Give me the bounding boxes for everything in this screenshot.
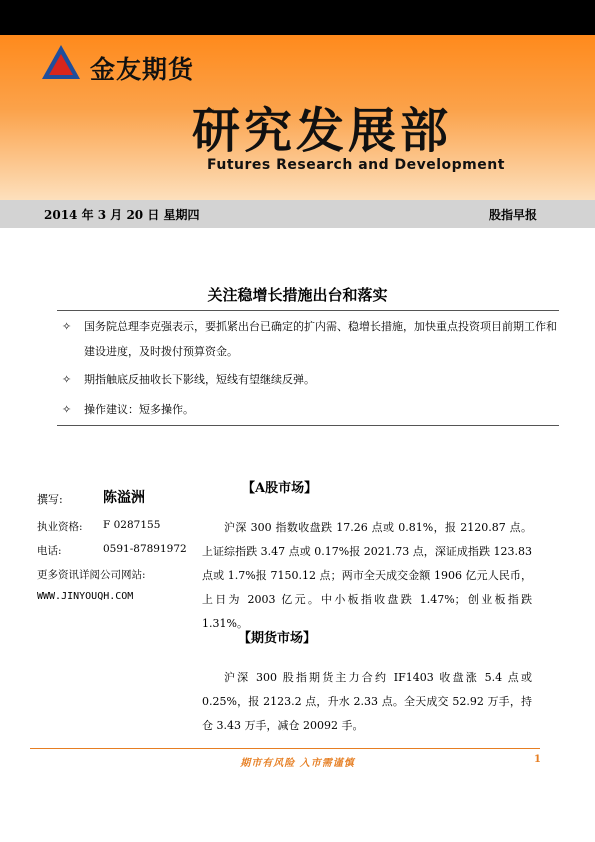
more-info-label: 更多资讯详阅公司网站: xyxy=(37,569,146,581)
report-type: 股指早报 xyxy=(488,208,537,222)
author-label: 撰写: xyxy=(37,493,63,506)
phone-label: 电话: xyxy=(37,545,62,557)
company-name: 金友期货 xyxy=(90,55,195,84)
bullet-text: 操作建议：短多操作。 xyxy=(84,403,194,416)
summary-bottom-rule xyxy=(57,425,559,426)
department-title-en: Futures Research and Development xyxy=(207,157,505,173)
phone-value: 0591-87891972 xyxy=(103,543,187,555)
qualification-label: 执业资格: xyxy=(37,521,83,533)
summary-top-rule xyxy=(57,310,559,311)
diamond-bullet-icon: ✧ xyxy=(62,403,72,416)
author-name: 陈溢洲 xyxy=(103,490,145,506)
diamond-bullet-icon: ✧ xyxy=(62,320,72,333)
top-black-bar xyxy=(0,0,595,35)
section-title-a-share: 【A股市场】 xyxy=(242,481,318,496)
bullet-text: 国务院总理李克强表示，要抓紧出台已确定的扩内需、稳增长措施，加快重点投资项目前期工作和建设进度，及时拨付预算资金。 xyxy=(84,320,557,358)
section-title-futures: 【期货市场】 xyxy=(238,631,317,646)
company-logo-icon xyxy=(42,45,80,79)
qualification-value: F 0287155 xyxy=(103,519,161,531)
headline: 关注稳增长措施出台和落实 xyxy=(207,286,388,304)
section-body-a-share: 沪深 300 指数收盘跌 17.26 点或 0.81%，报 2120.87 点。上证综指跌 3.47 点或 0.17%报 2021.73 点，深证成指跌 123.83 点或 1.7%报 7150.12 点；两市全天成交金额 1906 亿元人民币，上日为 2003 亿元。中小板指收盘跌 1.47%；创业板指跌 1.31%。 xyxy=(202,521,532,630)
section-body-futures: 沪深 300 股指期货主力合约 IF1403 收盘涨 5.4 点或 0.25%，报 2123.2 点，升水 2.33 点。全天成交 52.92 万手，持仓 3.43 万手，减仓 20092 手。 xyxy=(202,671,532,732)
website-link[interactable]: WWW.JINYOUQH.COM xyxy=(37,591,134,602)
report-date: 2014 年 3 月 20 日 星期四 xyxy=(44,208,200,222)
page-number: 1 xyxy=(534,754,541,765)
footer-rule xyxy=(30,748,540,749)
diamond-bullet-icon: ✧ xyxy=(62,373,72,386)
bullet-text: 期指触底反抽收长下影线，短线有望继续反弹。 xyxy=(84,373,315,386)
footer-slogan: 期市有风险 入市需谨慎 xyxy=(240,758,355,769)
department-title: 研究发展部 xyxy=(192,103,453,159)
